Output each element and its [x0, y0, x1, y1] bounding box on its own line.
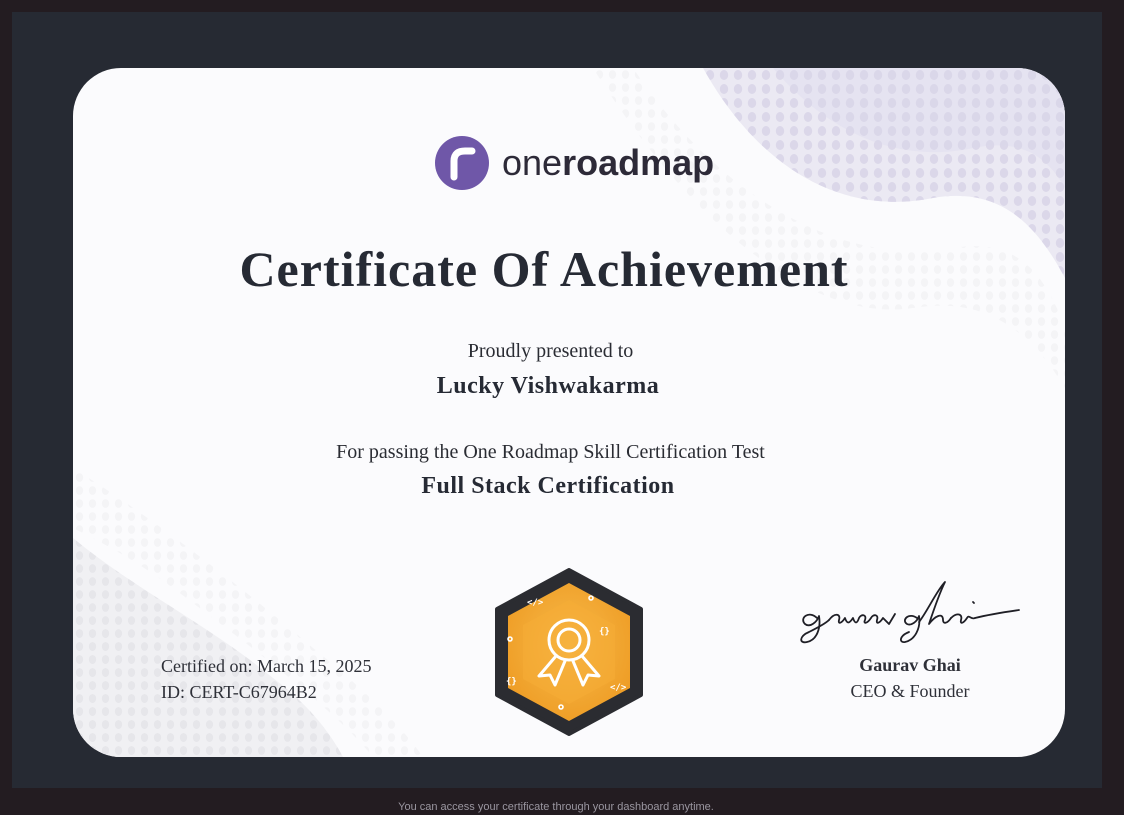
certificate-frame: [12, 12, 1102, 788]
certificate-info: [161, 653, 371, 705]
certificate-card: [73, 68, 1065, 757]
signer-block: [810, 652, 1010, 704]
signature-script: [795, 578, 1025, 658]
course-name: Full Stack Certification: [421, 473, 675, 499]
brand-logo: [435, 135, 714, 191]
certificate-id: ID: CERT-C67964B2: [161, 682, 317, 702]
certificate-title: Certificate Of Achievement: [239, 241, 849, 297]
badge-symbol-braces-left: {}: [506, 677, 517, 687]
brand-name-bold: roadmap: [562, 142, 715, 183]
badge-symbol-braces-right: {}: [599, 627, 610, 637]
certified-date: Certified on: March 15, 2025: [161, 656, 372, 676]
dashboard-access-note: You can access your certificate through your dashboard anytime.: [398, 801, 714, 813]
badge-symbol-code-top: </>: [527, 598, 544, 608]
roadmap-logo-icon: [435, 136, 489, 190]
signer-role: CEO & Founder: [850, 681, 970, 701]
recipient-name: Lucky Vishwakarma: [436, 373, 660, 399]
passing-label: For passing the One Roadmap Skill Certification Test: [336, 441, 765, 463]
achievement-badge: [493, 568, 645, 736]
presented-label: Proudly presented to: [467, 340, 634, 362]
badge-symbol-code-bottom: </>: [610, 683, 627, 693]
signer-name: Gaurav Ghai: [859, 655, 961, 675]
brand-name-light: one: [502, 142, 563, 183]
brand-name: [502, 142, 715, 183]
